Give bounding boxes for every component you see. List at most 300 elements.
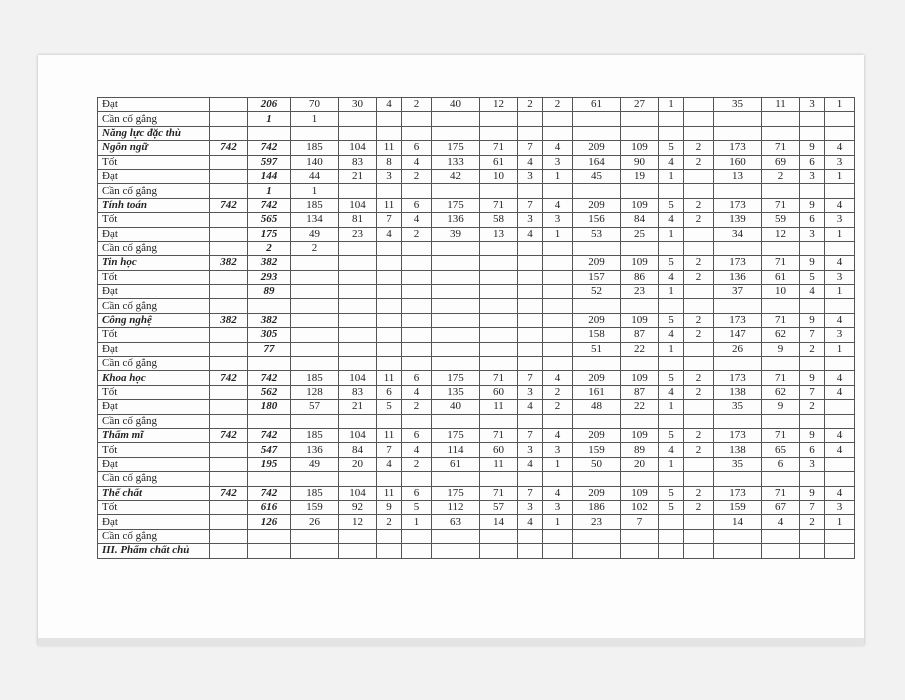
value-cell: 71 [762, 371, 800, 385]
value-cell [573, 472, 621, 486]
value-cell: 185 [291, 428, 339, 442]
value-cell [291, 256, 339, 270]
value-cell: 1 [825, 342, 855, 356]
value-cell: 9 [800, 313, 825, 327]
value-cell [432, 299, 480, 313]
table-row [98, 112, 855, 126]
value-cell [480, 270, 518, 284]
value-cell: 9 [800, 141, 825, 155]
total-cell [210, 155, 248, 169]
row-label: Tốt [98, 443, 210, 457]
value-cell: 14 [714, 515, 762, 529]
total-cell: 742 [210, 371, 248, 385]
value-cell: 1 [402, 515, 432, 529]
sum-cell: 89 [248, 285, 291, 299]
value-cell: 4 [659, 385, 684, 399]
value-cell [573, 544, 621, 558]
value-cell: 71 [480, 371, 518, 385]
value-cell [339, 184, 377, 198]
value-cell [573, 299, 621, 313]
value-cell: 4 [518, 155, 543, 169]
value-cell: 2 [291, 241, 339, 255]
value-cell: 102 [621, 500, 659, 514]
row-label: Cần cố gắng [98, 472, 210, 486]
sum-cell: 547 [248, 443, 291, 457]
value-cell [480, 357, 518, 371]
value-cell: 209 [573, 256, 621, 270]
row-label: Tốt [98, 155, 210, 169]
total-cell [210, 213, 248, 227]
value-cell: 11 [377, 371, 402, 385]
value-cell [377, 270, 402, 284]
value-cell [573, 184, 621, 198]
total-cell: 742 [210, 141, 248, 155]
value-cell: 175 [432, 371, 480, 385]
table-row [98, 443, 855, 457]
value-cell [339, 529, 377, 543]
value-cell: 175 [432, 428, 480, 442]
sum-cell [248, 414, 291, 428]
value-cell: 2 [543, 98, 573, 112]
value-cell [518, 241, 543, 255]
value-cell: 87 [621, 385, 659, 399]
total-cell [210, 126, 248, 140]
value-cell: 71 [480, 141, 518, 155]
value-cell: 2 [402, 400, 432, 414]
value-cell [432, 270, 480, 284]
total-cell [210, 357, 248, 371]
row-label: Cần cố gắng [98, 299, 210, 313]
row-label: Thẩm mĩ [98, 428, 210, 442]
value-cell: 1 [543, 457, 573, 471]
table-row [98, 313, 855, 327]
value-cell: 2 [684, 213, 714, 227]
value-cell [825, 112, 855, 126]
value-cell: 3 [800, 98, 825, 112]
value-cell: 4 [518, 515, 543, 529]
row-label: Đạt [98, 98, 210, 112]
value-cell: 9 [800, 256, 825, 270]
table-row [98, 198, 855, 212]
value-cell [543, 357, 573, 371]
value-cell: 175 [432, 141, 480, 155]
value-cell [291, 357, 339, 371]
value-cell [291, 299, 339, 313]
value-cell [480, 313, 518, 327]
value-cell: 5 [659, 428, 684, 442]
value-cell: 1 [659, 169, 684, 183]
value-cell [621, 472, 659, 486]
value-cell: 40 [432, 400, 480, 414]
value-cell [714, 299, 762, 313]
table-row [98, 472, 855, 486]
row-label: Năng lực đặc thù [98, 126, 210, 140]
value-cell: 209 [573, 141, 621, 155]
value-cell: 37 [714, 285, 762, 299]
value-cell: 158 [573, 328, 621, 342]
value-cell: 1 [825, 285, 855, 299]
value-cell [621, 414, 659, 428]
table-row [98, 213, 855, 227]
value-cell: 50 [573, 457, 621, 471]
value-cell: 156 [573, 213, 621, 227]
value-cell: 4 [377, 227, 402, 241]
value-cell: 71 [480, 198, 518, 212]
value-cell: 104 [339, 371, 377, 385]
value-cell: 3 [543, 155, 573, 169]
total-cell [210, 414, 248, 428]
value-cell: 4 [543, 428, 573, 442]
value-cell: 175 [432, 198, 480, 212]
value-cell [684, 515, 714, 529]
value-cell: 11 [377, 198, 402, 212]
value-cell: 140 [291, 155, 339, 169]
value-cell [480, 241, 518, 255]
value-cell: 3 [825, 155, 855, 169]
value-cell: 65 [762, 443, 800, 457]
value-cell [762, 299, 800, 313]
value-cell [291, 529, 339, 543]
value-cell [543, 472, 573, 486]
value-cell [621, 126, 659, 140]
value-cell: 35 [714, 400, 762, 414]
row-label: Đạt [98, 342, 210, 356]
value-cell [825, 126, 855, 140]
row-label: Cần cố gắng [98, 414, 210, 428]
value-cell: 59 [762, 213, 800, 227]
value-cell [800, 112, 825, 126]
value-cell: 71 [480, 428, 518, 442]
value-cell: 4 [518, 400, 543, 414]
value-cell [762, 414, 800, 428]
value-cell: 3 [800, 227, 825, 241]
value-cell: 2 [684, 141, 714, 155]
value-cell [402, 342, 432, 356]
row-label: Cần cố gắng [98, 529, 210, 543]
value-cell: 209 [573, 428, 621, 442]
total-cell [210, 500, 248, 514]
value-cell [825, 529, 855, 543]
value-cell: 2 [684, 486, 714, 500]
value-cell [573, 529, 621, 543]
row-label: Cần cố gắng [98, 357, 210, 371]
table-row [98, 486, 855, 500]
value-cell: 3 [800, 457, 825, 471]
total-cell [210, 98, 248, 112]
value-cell: 7 [518, 486, 543, 500]
value-cell: 5 [659, 256, 684, 270]
value-cell: 7 [518, 371, 543, 385]
value-cell [402, 112, 432, 126]
table-row [98, 357, 855, 371]
value-cell [377, 472, 402, 486]
value-cell: 14 [480, 515, 518, 529]
value-cell [714, 529, 762, 543]
value-cell: 12 [339, 515, 377, 529]
value-cell: 12 [762, 227, 800, 241]
value-cell: 11 [377, 486, 402, 500]
value-cell: 4 [402, 443, 432, 457]
value-cell: 21 [339, 169, 377, 183]
value-cell [402, 472, 432, 486]
value-cell [377, 414, 402, 428]
sum-cell: 180 [248, 400, 291, 414]
value-cell: 9 [800, 428, 825, 442]
total-cell [210, 285, 248, 299]
value-cell [762, 112, 800, 126]
table-row [98, 141, 855, 155]
value-cell [659, 184, 684, 198]
value-cell: 48 [573, 400, 621, 414]
total-cell [210, 299, 248, 313]
value-cell [543, 256, 573, 270]
value-cell: 2 [684, 270, 714, 284]
table-row [98, 328, 855, 342]
value-cell: 26 [291, 515, 339, 529]
value-cell [573, 241, 621, 255]
total-cell [210, 515, 248, 529]
value-cell [339, 241, 377, 255]
value-cell: 71 [762, 141, 800, 155]
sum-cell: 742 [248, 198, 291, 212]
value-cell: 7 [518, 141, 543, 155]
value-cell: 11 [480, 400, 518, 414]
value-cell: 81 [339, 213, 377, 227]
table-row [98, 98, 855, 112]
sum-cell: 742 [248, 141, 291, 155]
value-cell: 5 [377, 400, 402, 414]
sum-cell: 382 [248, 256, 291, 270]
value-cell: 13 [714, 169, 762, 183]
value-cell [573, 357, 621, 371]
value-cell: 63 [432, 515, 480, 529]
value-cell [800, 357, 825, 371]
sum-cell: 206 [248, 98, 291, 112]
value-cell [432, 126, 480, 140]
value-cell [432, 357, 480, 371]
value-cell [402, 328, 432, 342]
value-cell: 20 [621, 457, 659, 471]
total-cell [210, 342, 248, 356]
sum-cell: 742 [248, 371, 291, 385]
value-cell: 185 [291, 141, 339, 155]
value-cell [518, 112, 543, 126]
value-cell: 61 [480, 155, 518, 169]
value-cell [377, 313, 402, 327]
value-cell [543, 299, 573, 313]
value-cell: 9 [800, 198, 825, 212]
value-cell: 3 [825, 270, 855, 284]
value-cell: 84 [621, 213, 659, 227]
sum-cell [248, 472, 291, 486]
value-cell [543, 126, 573, 140]
value-cell: 2 [543, 400, 573, 414]
value-cell: 1 [659, 227, 684, 241]
value-cell: 4 [825, 486, 855, 500]
value-cell [659, 299, 684, 313]
value-cell [659, 472, 684, 486]
value-cell [543, 112, 573, 126]
value-cell: 6 [402, 371, 432, 385]
value-cell: 3 [800, 169, 825, 183]
value-cell [402, 241, 432, 255]
value-cell: 6 [402, 486, 432, 500]
value-cell [377, 241, 402, 255]
value-cell: 10 [480, 169, 518, 183]
value-cell: 3 [543, 213, 573, 227]
value-cell: 2 [684, 371, 714, 385]
value-cell: 109 [621, 371, 659, 385]
value-cell: 92 [339, 500, 377, 514]
value-cell [659, 112, 684, 126]
table-row [98, 457, 855, 471]
sum-cell: 562 [248, 385, 291, 399]
total-cell [210, 184, 248, 198]
value-cell: 135 [432, 385, 480, 399]
value-cell [432, 313, 480, 327]
value-cell: 71 [762, 256, 800, 270]
total-cell: 742 [210, 486, 248, 500]
value-cell: 52 [573, 285, 621, 299]
table-row [98, 515, 855, 529]
value-cell: 13 [480, 227, 518, 241]
value-cell [402, 256, 432, 270]
value-cell [432, 256, 480, 270]
value-cell [432, 241, 480, 255]
value-cell: 3 [518, 443, 543, 457]
value-cell [339, 342, 377, 356]
value-cell [518, 256, 543, 270]
total-cell [210, 472, 248, 486]
value-cell: 133 [432, 155, 480, 169]
value-cell: 3 [825, 328, 855, 342]
value-cell: 3 [518, 500, 543, 514]
value-cell: 4 [825, 428, 855, 442]
value-cell: 3 [518, 385, 543, 399]
sum-cell: 597 [248, 155, 291, 169]
value-cell [518, 472, 543, 486]
value-cell: 4 [825, 443, 855, 457]
value-cell: 1 [291, 184, 339, 198]
sum-cell: 293 [248, 270, 291, 284]
value-cell: 2 [518, 98, 543, 112]
total-cell [210, 328, 248, 342]
value-cell: 109 [621, 256, 659, 270]
value-cell: 1 [659, 285, 684, 299]
value-cell [377, 285, 402, 299]
value-cell: 35 [714, 457, 762, 471]
value-cell: 173 [714, 486, 762, 500]
value-cell [684, 457, 714, 471]
value-cell: 5 [800, 270, 825, 284]
value-cell [432, 328, 480, 342]
value-cell [339, 313, 377, 327]
value-cell: 23 [621, 285, 659, 299]
value-cell: 4 [402, 213, 432, 227]
value-cell: 6 [402, 198, 432, 212]
value-cell: 2 [762, 169, 800, 183]
value-cell: 1 [659, 400, 684, 414]
value-cell: 26 [714, 342, 762, 356]
table-row [98, 428, 855, 442]
table-row [98, 342, 855, 356]
value-cell [291, 342, 339, 356]
table-row [98, 241, 855, 255]
value-cell: 61 [432, 457, 480, 471]
value-cell: 161 [573, 385, 621, 399]
value-cell [825, 400, 855, 414]
value-cell [480, 472, 518, 486]
value-cell [518, 313, 543, 327]
row-label: Tốt [98, 500, 210, 514]
table-row [98, 299, 855, 313]
value-cell: 173 [714, 371, 762, 385]
value-cell: 4 [825, 371, 855, 385]
value-cell: 4 [825, 385, 855, 399]
table-row [98, 155, 855, 169]
value-cell: 4 [518, 227, 543, 241]
row-label: Tốt [98, 385, 210, 399]
value-cell: 104 [339, 198, 377, 212]
value-cell: 164 [573, 155, 621, 169]
value-cell [659, 241, 684, 255]
value-cell [518, 126, 543, 140]
value-cell [291, 285, 339, 299]
value-cell: 87 [621, 328, 659, 342]
value-cell [377, 357, 402, 371]
value-cell: 12 [480, 98, 518, 112]
value-cell: 4 [659, 328, 684, 342]
value-cell: 114 [432, 443, 480, 457]
value-cell [480, 328, 518, 342]
value-cell: 1 [659, 457, 684, 471]
value-cell [480, 414, 518, 428]
value-cell [714, 414, 762, 428]
value-cell: 51 [573, 342, 621, 356]
value-cell: 139 [714, 213, 762, 227]
value-cell: 7 [377, 213, 402, 227]
value-cell: 2 [684, 443, 714, 457]
value-cell: 2 [684, 198, 714, 212]
table-row [98, 270, 855, 284]
value-cell: 4 [825, 313, 855, 327]
value-cell: 1 [825, 98, 855, 112]
value-cell [339, 299, 377, 313]
row-label: Đạt [98, 227, 210, 241]
value-cell: 60 [480, 443, 518, 457]
value-cell [684, 169, 714, 183]
row-label: Cần cố gắng [98, 112, 210, 126]
row-label: Đạt [98, 285, 210, 299]
value-cell [684, 285, 714, 299]
value-cell: 209 [573, 313, 621, 327]
sum-cell [248, 357, 291, 371]
value-cell: 3 [543, 443, 573, 457]
value-cell [714, 126, 762, 140]
value-cell: 2 [684, 155, 714, 169]
value-cell [291, 126, 339, 140]
value-cell: 40 [432, 98, 480, 112]
value-cell: 4 [543, 486, 573, 500]
value-cell: 1 [659, 342, 684, 356]
value-cell [762, 544, 800, 558]
value-cell: 49 [291, 227, 339, 241]
value-cell [402, 529, 432, 543]
table-row [98, 400, 855, 414]
value-cell [518, 328, 543, 342]
table-body [98, 98, 855, 559]
value-cell [800, 184, 825, 198]
